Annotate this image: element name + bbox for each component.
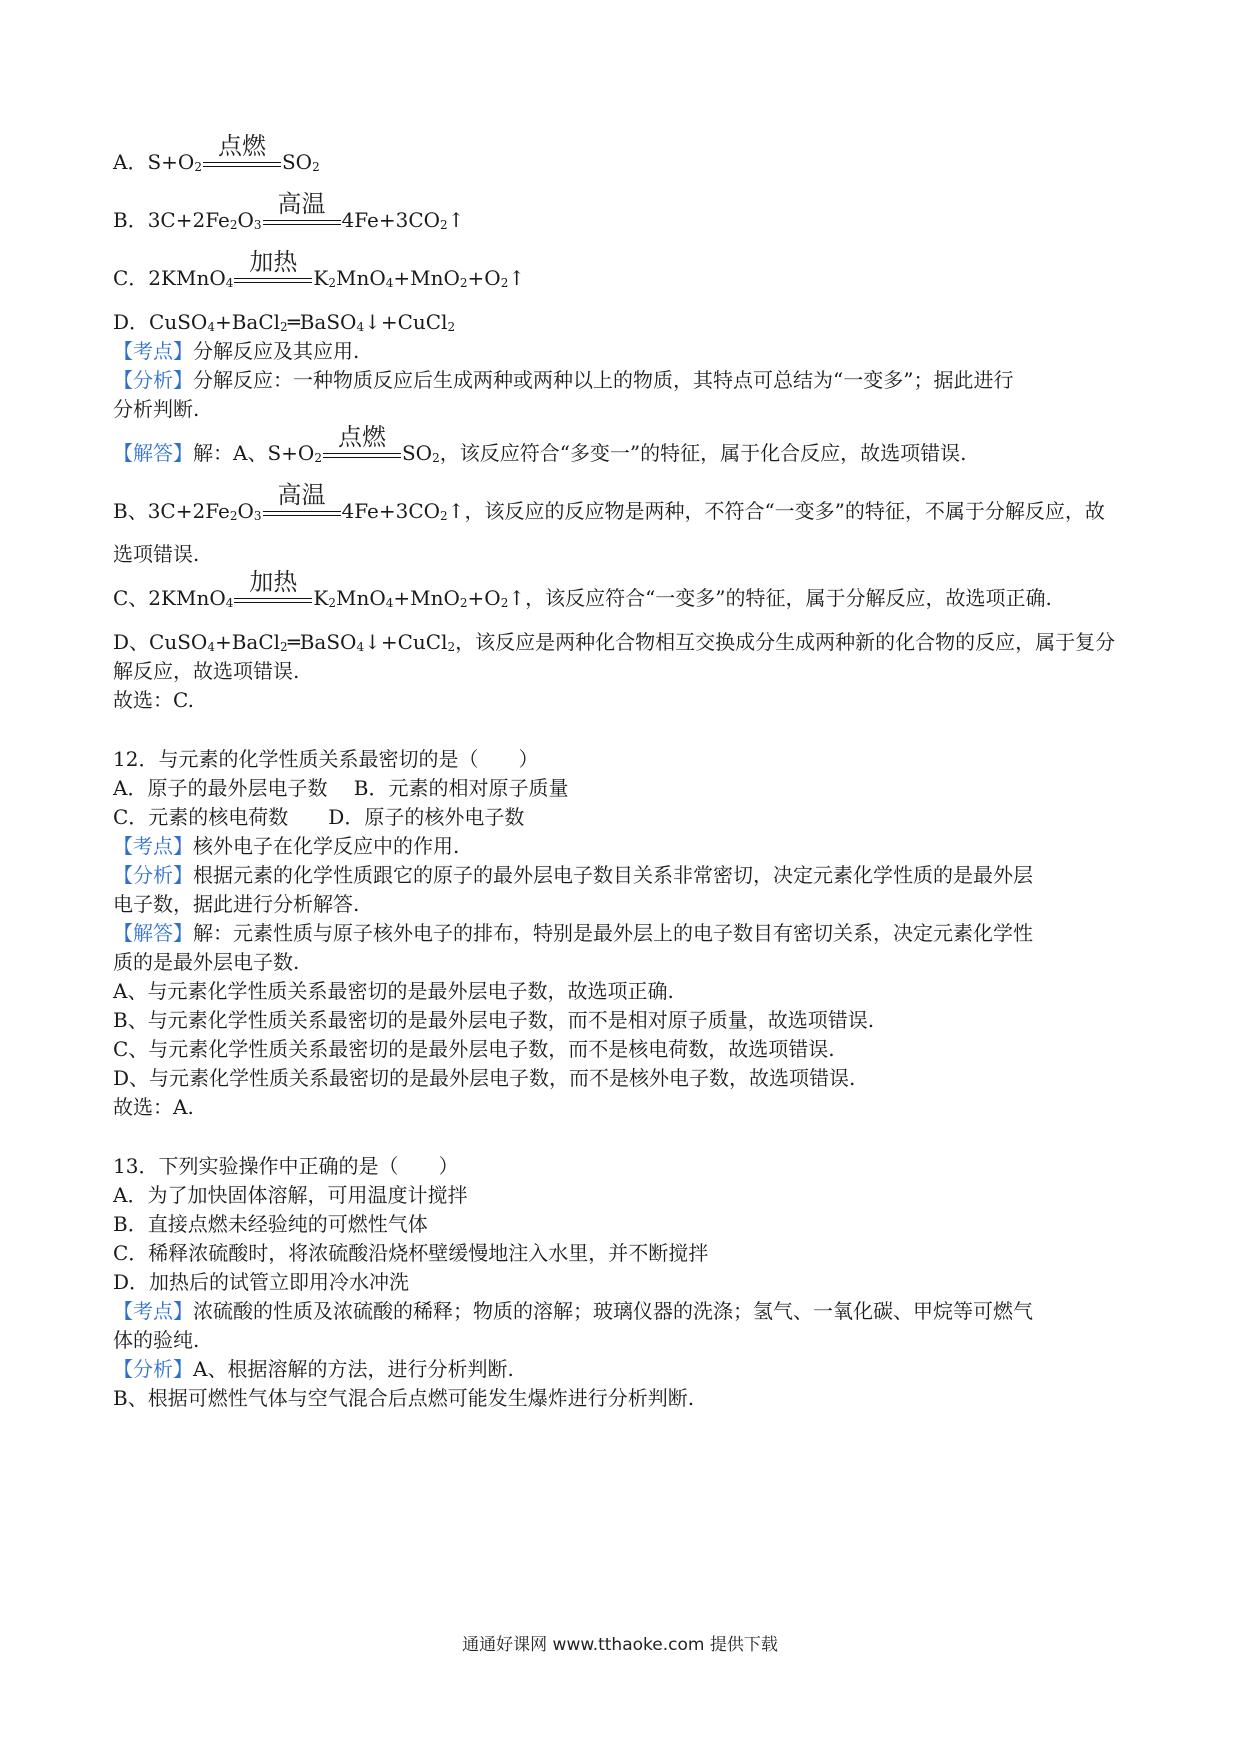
fenxi-text: A、根据溶解的方法，进行分析判断. xyxy=(193,1357,514,1381)
jieda-c-prefix: C、2KMnO xyxy=(113,586,226,610)
q12-explain-c xyxy=(113,1036,835,1062)
q11-kaodian xyxy=(113,338,359,364)
q11-answer xyxy=(113,687,194,713)
q11-jieda-b: B、$3C+2Fe_2O_3$ 高温 $4Fe+3CO_2↑$，该反应的反应物是两种，不符合“一变多”的特征，不属于分解反应，故 xyxy=(113,480,1105,523)
condition-text: 点燃 xyxy=(337,422,386,451)
option-b-suffix: 4Fe+3CO xyxy=(341,208,441,232)
option-c-prefix: C．2KMnO xyxy=(113,266,226,290)
question-stem: 12．与元素的化学性质关系最密切的是（ ） xyxy=(113,747,539,771)
option-b-prefix: B．3C+2Fe xyxy=(113,208,230,232)
condition-text: 加热 xyxy=(249,247,298,276)
fenxi-text: 根据元素的化学性质跟它的原子的最外层电子数目关系非常密切，决定元素化学性质的是最外层 xyxy=(193,863,1033,887)
fenxi-text-2: 分析判断. xyxy=(113,397,200,421)
condition-text: 高温 xyxy=(277,480,326,509)
q12-explain-b xyxy=(113,1007,874,1033)
q13-option-d xyxy=(113,1269,409,1295)
q11-fenxi xyxy=(113,367,1013,393)
q12-kaodian xyxy=(113,833,459,859)
q11-fenxi-cont xyxy=(113,396,199,422)
q13-kaodian-cont xyxy=(113,1327,199,1353)
q12-fenxi xyxy=(113,862,1033,888)
fenxi-text-2: 电子数，据此进行分析解答. xyxy=(113,892,360,916)
q11-option-a: A．$S+O_2$ 点燃 $SO_2$ xyxy=(113,131,320,174)
option-d-text: D．CuSO xyxy=(113,310,208,334)
page-footer: 通通好课网 www.tthaoke.com 提供下载 xyxy=(462,1635,778,1655)
jieda-tag: 【解答】 xyxy=(113,921,193,945)
question-stem: 13．下列实验操作中正确的是（ ） xyxy=(113,1154,459,1178)
jieda-a-suffix: SO xyxy=(401,441,433,465)
reaction-condition xyxy=(234,247,312,290)
q12-options-cd xyxy=(113,804,524,830)
jieda-b-suffix: 4Fe+3CO xyxy=(341,499,441,523)
q12-answer xyxy=(113,1094,194,1120)
q11-jieda-a: 【解答】解：A、$S+O_2$ 点燃 $SO_2$，该反应符合“多变一”的特征，属于化合反应，故选项错误. xyxy=(113,422,967,465)
kaodian-text: 核外电子在化学反应中的作用. xyxy=(193,834,460,858)
q13-option-a xyxy=(113,1182,467,1208)
kaodian-tag: 【考点】 xyxy=(113,834,193,858)
reaction-condition xyxy=(263,189,341,232)
q13-option-c xyxy=(113,1240,708,1266)
jieda-a-tail: ，该反应符合“多变一”的特征，属于化合反应，故选项错误. xyxy=(439,441,967,465)
option-a-suffix: SO xyxy=(281,150,313,174)
jieda-text: 解：元素性质与原子核外电子的排布，特别是最外层上的电子数目有密切关系，决定元素化学性 xyxy=(193,921,1033,945)
explain-a: A、与元素化学性质关系最密切的是最外层电子数，故选项正确. xyxy=(113,979,674,1003)
q12-jieda-cont xyxy=(113,949,299,975)
options-ab: A．原子的最外层电子数 B．元素的相对原子质量 xyxy=(113,776,569,800)
jieda-c-tail: ↑，该反应符合“一变多”的特征，属于分解反应，故选项正确. xyxy=(508,586,1052,610)
jieda-tag: 【解答】 xyxy=(113,441,193,465)
q11-jieda-d-cont xyxy=(113,658,299,684)
explain-c: C、与元素化学性质关系最密切的是最外层电子数，而不是核电荷数，故选项错误. xyxy=(113,1037,835,1061)
q12-fenxi-cont xyxy=(113,891,359,917)
jieda-d-text: D、CuSO xyxy=(113,630,208,654)
option-a: A．为了加快固体溶解，可用温度计搅拌 xyxy=(113,1183,468,1207)
jieda-c-suffix: K xyxy=(313,586,329,610)
q11-option-d: D．CuSO$_4$+BaCl$_2$═BaSO$_4$↓+CuCl$_2$ xyxy=(113,310,456,334)
fenxi-tag: 【分析】 xyxy=(113,368,193,392)
q12-stem xyxy=(113,746,538,772)
condition-text: 点燃 xyxy=(217,131,266,160)
q13-kaodian xyxy=(113,1298,1033,1324)
q12-explain-a xyxy=(113,978,674,1004)
option-a-prefix: A．S+O xyxy=(113,150,195,174)
q11-option-b: B．$3C+2Fe_2O_3$ 高温 $4Fe+3CO_2↑$ xyxy=(113,189,465,232)
kaodian-text: 浓硫酸的性质及浓硫酸的稀释；物质的溶解；玻璃仪器的洗涤；氢气、一氧化碳、甲烷等可燃气 xyxy=(193,1299,1033,1323)
q11-jieda-b-cont xyxy=(113,541,199,567)
fenxi-text-b: B、根据可燃性气体与空气混合后点燃可能发生爆炸进行分析判断. xyxy=(113,1386,695,1410)
kaodian-text: 分解反应及其应用. xyxy=(193,339,360,363)
reaction-condition xyxy=(234,567,312,610)
q12-jieda xyxy=(113,920,1033,946)
kaodian-tag: 【考点】 xyxy=(113,1299,193,1323)
answer-text: 故选：A. xyxy=(113,1095,194,1119)
fenxi-tag: 【分析】 xyxy=(113,863,193,887)
reaction-condition xyxy=(263,480,341,523)
q11-jieda-c: C、2KMnO$_4$ 加热 $K_2MnO_4+MnO_2+O_2↑$，该反应符合“一变多”的特征，属于分解反应，故选项正确. xyxy=(113,567,1052,610)
q13-stem xyxy=(113,1153,458,1179)
reaction-condition xyxy=(323,422,401,465)
jieda-d-tail: ，该反应是两种化合物相互交换成分生成两种新的化合物的反应，属于复分 xyxy=(455,630,1116,654)
q12-options-ab xyxy=(113,775,569,801)
fenxi-text: 分解反应：一种物质反应后生成两种或两种以上的物质，其特点可总结为“一变多”；据此进行 xyxy=(193,368,1014,392)
kaodian-tag: 【考点】 xyxy=(113,339,193,363)
reaction-condition xyxy=(203,131,281,174)
q11-option-c: C．2KMnO$_4$ 加热 $K_2MnO_4+MnO_2+O_2↑$ xyxy=(113,247,526,290)
jieda-b-tail: ↑，该反应的反应物是两种，不符合“一变多”的特征，不属于分解反应，故 xyxy=(447,499,1105,523)
jieda-a-prefix: 解：A、S+O xyxy=(193,441,315,465)
explain-d: D、与元素化学性质关系最密切的是最外层电子数，而不是核外电子数，故选项错误. xyxy=(113,1066,856,1090)
fenxi-tag: 【分析】 xyxy=(113,1357,193,1381)
kaodian-text-2: 体的验纯. xyxy=(113,1328,200,1352)
q12-explain-d xyxy=(113,1065,855,1091)
option-c: C．稀释浓硫酸时，将浓硫酸沿烧杯壁缓慢地注入水里，并不断搅拌 xyxy=(113,1241,709,1265)
explain-b: B、与元素化学性质关系最密切的是最外层电子数，而不是相对原子质量，故选项错误. xyxy=(113,1008,875,1032)
option-d: D．加热后的试管立即用冷水冲洗 xyxy=(113,1270,410,1294)
jieda-b-prefix: B、3C+2Fe xyxy=(113,499,230,523)
jieda-text-2: 质的是最外层电子数. xyxy=(113,950,300,974)
option-c-suffix: K xyxy=(313,266,329,290)
q11-jieda-d: D、CuSO$_4$+BaCl$_2$═BaSO$_4$↓+CuCl$_2$，该反应是两种化合物相互交换成分生成两种新的化合物的反应，属于复分 xyxy=(113,630,1116,654)
jieda-b-tail-2: 选项错误. xyxy=(113,542,200,566)
condition-text: 高温 xyxy=(277,189,326,218)
answer-text: 故选：C. xyxy=(113,688,194,712)
q13-option-b xyxy=(113,1211,428,1237)
options-cd: C．元素的核电荷数 D．原子的核外电子数 xyxy=(113,805,525,829)
q13-fenxi-b xyxy=(113,1385,694,1411)
condition-text: 加热 xyxy=(249,567,298,596)
jieda-d-tail-2: 解反应，故选项错误. xyxy=(113,659,300,683)
option-b: B．直接点燃未经验纯的可燃性气体 xyxy=(113,1212,428,1236)
q13-fenxi xyxy=(113,1356,514,1382)
